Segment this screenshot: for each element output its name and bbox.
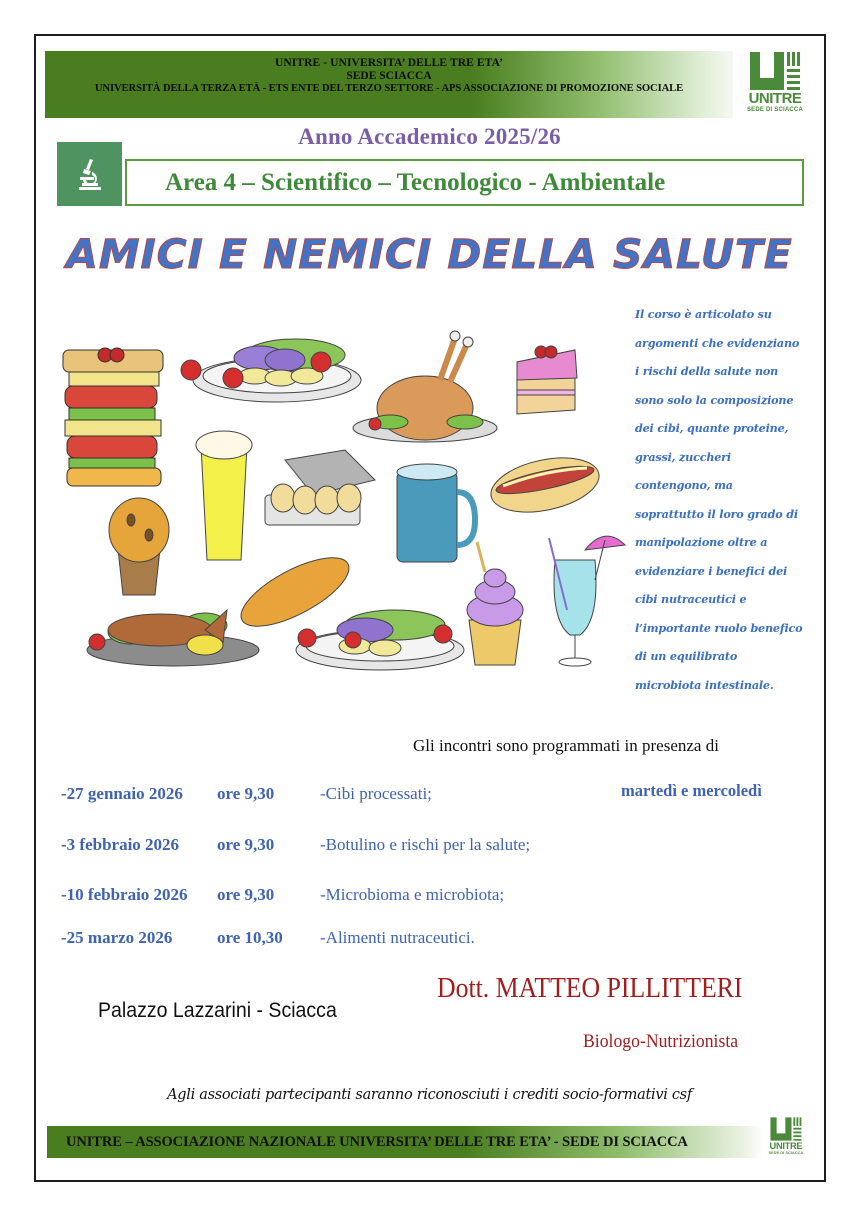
fish-plate-icon bbox=[87, 610, 259, 666]
description-line: manipolazione oltre a bbox=[635, 535, 768, 549]
sandwich-icon bbox=[63, 348, 163, 486]
description-line: sono solo la composizione bbox=[635, 392, 794, 407]
schedule-date: -27 gennaio 2026 bbox=[61, 784, 183, 803]
speaker-role: Biologo-Nutrizionista bbox=[583, 1031, 739, 1052]
unitre-logo-footer bbox=[763, 1116, 806, 1159]
unitre-logo bbox=[738, 50, 808, 120]
schedule-topic: -Alimenti nutraceutici. bbox=[320, 928, 475, 947]
description-line: i rischi della salute non bbox=[635, 364, 779, 378]
salad-plate-icon bbox=[181, 339, 361, 402]
roast-chicken-icon bbox=[353, 331, 497, 442]
description-line: Il corso è articolato su bbox=[635, 307, 772, 321]
schedule-topic: -Botulino e rischi per la salute; bbox=[320, 835, 531, 854]
cupcake-icon bbox=[467, 542, 523, 665]
mug-icon bbox=[397, 464, 475, 562]
logo-subtitle: SEDE DI SCIACCA bbox=[768, 1151, 804, 1156]
meetings-days: martedì e mercoledì bbox=[621, 781, 762, 800]
beer-glass-icon bbox=[196, 431, 252, 560]
schedule-date: -10 febbraio 2026 bbox=[61, 885, 188, 904]
salad-plate-icon bbox=[296, 610, 464, 670]
area-icon-box bbox=[57, 142, 122, 206]
course-description bbox=[635, 300, 821, 699]
unitre-logo-mark-icon bbox=[748, 52, 802, 90]
cocktail-icon bbox=[549, 536, 625, 666]
description-line: l’importante ruolo benefico bbox=[635, 620, 803, 635]
unitre-logo-mark-icon bbox=[769, 1117, 802, 1141]
schedule-date: -25 marzo 2026 bbox=[61, 928, 173, 947]
credits-note: Agli associati partecipanti saranno riconosciuti i crediti socio-formativi csf bbox=[167, 1087, 692, 1103]
schedule-topic: -Microbioma e microbiota; bbox=[320, 885, 505, 904]
description-line: microbiota intestinale. bbox=[635, 677, 774, 692]
hot-dog-icon bbox=[486, 449, 604, 521]
event-location: Palazzo Lazzarini - Sciacca bbox=[98, 999, 337, 1022]
schedule-time: ore 9,30 bbox=[217, 784, 275, 803]
header-line-1: UNITRE - UNIVERSITA’ DELLE TRE ETA’ bbox=[274, 57, 504, 69]
schedule-topic: -Cibi processati; bbox=[320, 784, 432, 803]
meetings-intro: Gli incontri sono programmati in presenza di bbox=[413, 736, 719, 755]
area-label: Area 4 – Scientifico – Tecnologico - Ambientale bbox=[125, 159, 804, 206]
speaker-name: Dott. MATTEO PILLITTERI bbox=[437, 973, 743, 1004]
logo-name: UNITRE bbox=[769, 1140, 803, 1152]
schedule-date: -3 febbraio 2026 bbox=[61, 835, 180, 854]
description-line: soprattutto il loro grado di bbox=[635, 506, 798, 521]
schedule-time: ore 9,30 bbox=[217, 885, 275, 904]
footer-banner: UNITRE – ASSOCIAZIONE NAZIONALE UNIVERSITA’ DELLE TRE ETA’ - SEDE DI SCIACCA bbox=[47, 1126, 764, 1158]
muffin-icon bbox=[109, 498, 169, 595]
schedule-time: ore 9,30 bbox=[217, 835, 275, 854]
schedule-time: ore 10,30 bbox=[217, 928, 283, 947]
description-line: di un equilibrato bbox=[635, 649, 738, 663]
header-line-3: UNIVERSITÀ DELLA TERZA ETÀ - ETS ENTE DEL TERZO SETTORE - APS ASSOCIAZIONE DI PROMOZIONE SOCIALE bbox=[94, 83, 684, 95]
logo-subtitle: SEDE DI SCIACCA bbox=[746, 107, 803, 113]
microscope-icon bbox=[77, 158, 103, 190]
cake-slice-icon bbox=[517, 346, 577, 414]
main-title: AMICI E NEMICI DELLA SALUTE bbox=[66, 232, 793, 278]
egg-carton-icon bbox=[265, 450, 375, 525]
logo-name: UNITRE bbox=[748, 90, 802, 107]
description-line: argomenti che evidenziano bbox=[635, 335, 800, 350]
description-line: contengono, ma bbox=[635, 478, 733, 492]
description-line: dei cibi, quante proteine, bbox=[635, 421, 789, 435]
header-banner bbox=[45, 51, 733, 118]
header-line-2: SEDE SCIACCA bbox=[346, 70, 432, 83]
description-line: cibi nutraceutici e bbox=[635, 592, 747, 606]
academic-year: Anno Accademico 2025/26 bbox=[298, 124, 561, 149]
description-line: evidenziare i benefici dei bbox=[635, 563, 788, 578]
food-illustrations bbox=[55, 320, 630, 690]
description-line: grassi, zuccheri bbox=[635, 449, 731, 464]
